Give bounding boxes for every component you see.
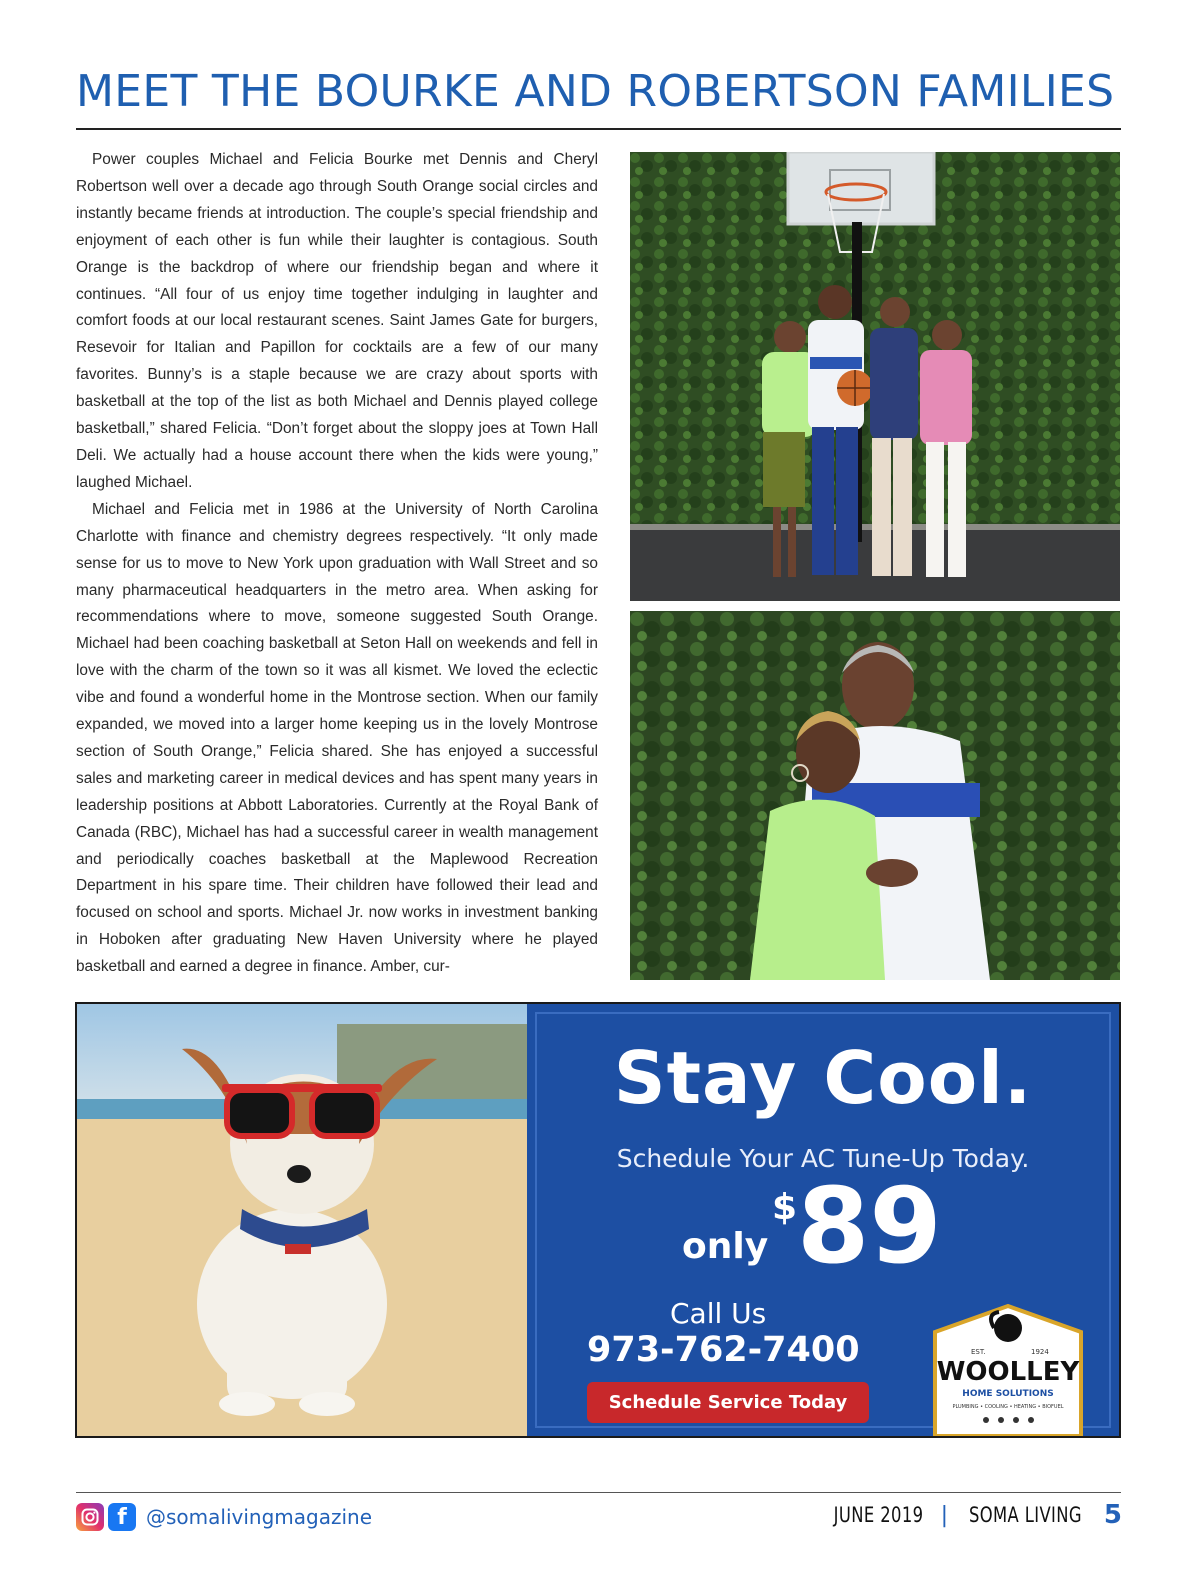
ad-panel: [527, 1004, 1119, 1436]
article-paragraph: Michael and Felicia met in 1986 at the University of North Carolina Charlotte with finance and chemistry degrees respectively. “It only made sense for us to move to New York upon graduation with Wall Street and so many pharmaceutical headquarters in the metro area. When asking for recommendations where to move, someone suggested South Orange. Michael had been coaching basketball at Seton Hall on weekends and fell in love with the charm of the town so it was all kismet. We loved the eclectic vibe and found a wonderful home in the Montrose section. When our family expanded, we moved into a larger home keeping us in the lovely Montrose section of South Orange,” Felicia shared. She has enjoyed a successful sales and marketing career in medical devices and has spent many years in leadership positions at Abbott Laboratories. Currently at the Royal Bank of Canada (RBC), Michael has had a successful career in wealth management and periodically coaches basketball at the Maplewood Recreation Department in his spare time. Their children have followed their lead and focused on school and sports. Michael Jr. now works in investment banking in Hoboken after graduating New Haven University where he played basketball and earned a degree in finance. Amber, cur-: [76, 500, 598, 976]
instagram-icon[interactable]: [76, 1503, 104, 1531]
dog-sunglasses-photo: [77, 1004, 527, 1436]
ad-subtitle: Schedule Your AC Tune-Up Today.: [616, 1144, 1030, 1173]
magazine-name: SOMA LIVING: [968, 1503, 1082, 1527]
logo-services: PLUMBING • COOLING • HEATING • BIOFUEL: [952, 1404, 1064, 1410]
ad-phone-number[interactable]: 973-762-7400: [587, 1330, 860, 1370]
article-paragraph: Power couples Michael and Felicia Bourke met Dennis and Cheryl Robertson well over a decade ago through South Orange social circles and instantly became friends at introduction. The couple’s special friendship and enjoyment of each other is fun while their laughter is contagious. South Orange is the backdrop of where our friendship began and where it continues. “All four of us enjoy time together indulging in laughter and comfort foods at our local restaurant scenes. Saint James Gate for burgers, Resevoir for Italian and Papillon for cocktails are a few of our many favorites. Bunny’s is a staple because we are crazy about sports with basketball at the top of the list as both Michael and Dennis played college basketball,” shared Felicia. “Don’t forget about the sloppy joes at Town Hall Deli. We actually had a house account there when the kids were young,” laughed Michael.: [76, 151, 598, 491]
schedule-service-button[interactable]: Schedule Service Today: [587, 1382, 869, 1423]
folio-separator: |: [937, 1502, 951, 1528]
ad-call-us: Call Us: [670, 1297, 767, 1330]
logo-name: WOOLLEY: [936, 1357, 1080, 1387]
ad-price: 89: [797, 1165, 942, 1287]
logo-year: 1924: [1031, 1348, 1049, 1356]
logo-tagline: HOME SOLUTIONS: [962, 1389, 1054, 1399]
article-headline: MEET THE BOURKE AND ROBERTSON FAMILIES: [76, 66, 1115, 117]
ad-currency: $: [772, 1187, 798, 1228]
group-photo: [630, 152, 1120, 601]
issue-date: JUNE 2019: [833, 1503, 924, 1527]
woolley-logo: [931, 1304, 1086, 1436]
page-number: 5: [1103, 1500, 1122, 1530]
woolley-ad[interactable]: [75, 1002, 1121, 1438]
page-folio: [821, 1500, 1122, 1530]
facebook-icon[interactable]: f: [108, 1503, 136, 1531]
ad-title: Stay Cool.: [613, 1036, 1033, 1120]
headline-rule: [76, 128, 1121, 130]
social-links: [76, 1502, 372, 1532]
logo-est: EST.: [971, 1348, 986, 1356]
footer-rule: [76, 1492, 1121, 1493]
couple-photo: [630, 611, 1120, 980]
social-handle[interactable]: @somalivingmagazine: [146, 1505, 372, 1529]
article-body: [76, 147, 598, 981]
ad-only-label: only: [682, 1226, 769, 1267]
